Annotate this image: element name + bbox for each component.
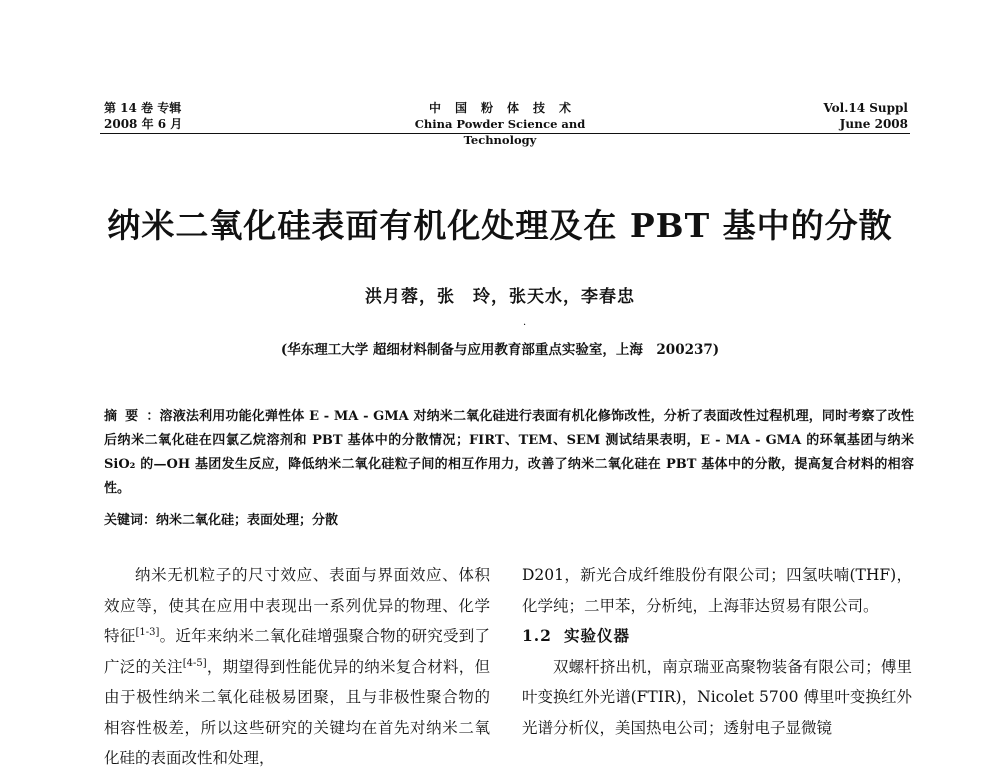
affiliation: (华东理工大学 超细材料制备与应用教育部重点实验室，上海 200237) — [280, 342, 720, 358]
paper-title: 纳米二氧化硅表面有机化处理及在 PBT 基中的分散 — [107, 206, 893, 245]
intro-text-3: ，期望得到性能优异的纳米复合材料，但由于极性纳米二氧化硅极易团聚，且与非极性聚合物的相容性极差，所以这些研究的关键均在首先对纳米二氧化硅的表面改性和处理， — [104, 657, 490, 767]
section-heading — [522, 621, 912, 652]
abstract-text: ：溶液法利用功能化弹性体 E - MA - GMA 对纳米二氧化硅进行表面有机化修饰改性，分析了表面改性过程机理，同时考察了改性后纳米二氧化硅在四氯乙烷溶剂和 PBT 基体中的分散情况；FIRT、TEM、SEM 测试结果表明，E - MA - GMA 的环氧基团与纳米 SiO₂ 的—OH 基团发生反应，降低纳米二氧化硅粒子间的相互作用力，改善了纳米二氧化硅在 PBT 基体中的分散，提高复合材料的相容性。 — [104, 409, 914, 496]
intro-text-1: 纳米无机粒子的尺寸效应、表面与界面效应、体积效应等，使其在应用中表现出一系列优异的物理、化学特征 — [104, 566, 490, 645]
affiliation-dot: · — [523, 320, 527, 331]
paragraph-intro — [104, 560, 490, 774]
section-number: 1.2 — [522, 626, 552, 645]
running-header-center — [380, 100, 620, 148]
body-column-right — [522, 560, 912, 743]
author-list: 洪月蓉，张 玲，张天水，李春忠 — [365, 287, 635, 307]
citation-ref: [1-3] — [135, 626, 160, 638]
paragraph-materials: D201，新光合成纤维股份有限公司；四氢呋喃(THF)，化学纯；二甲苯，分析纯，上海菲达贸易有限公司。 — [522, 566, 912, 615]
keywords-label: 关键词： — [104, 513, 157, 528]
journal-name-en: China Powder Science and Technology — [414, 117, 586, 147]
issue-date-cn: 2008 年 6 月 — [104, 117, 183, 131]
abstract — [104, 405, 914, 501]
running-header-left — [104, 100, 182, 132]
volume-label-en: Vol.14 Suppl — [823, 101, 908, 115]
journal-name-cn: 中国粉体技术 — [428, 101, 585, 115]
citation-ref: [4-5] — [182, 657, 207, 669]
running-header-right — [823, 100, 908, 132]
abstract-label: 摘要 — [104, 409, 147, 424]
keywords — [104, 510, 914, 532]
body-column-left — [104, 560, 490, 774]
header-rule — [100, 133, 910, 134]
intro-text-2: 。近年来纳米二氧化硅增强聚合物的研究受到了广泛的关注 — [104, 627, 490, 676]
section-title: 实验仪器 — [563, 626, 630, 645]
volume-label: 第 14 卷 专辑 — [104, 101, 182, 115]
paragraph-instruments: 双螺杆挤出机，南京瑞亚高聚物装备有限公司；傅里叶变换红外光谱(FTIR)，Nicolet 5700 傅里叶变换红外光谱分析仪，美国热电公司；透射电子显微镜 — [522, 657, 912, 737]
keywords-text: 纳米二氧化硅；表面处理；分散 — [156, 513, 339, 528]
issue-date-en: June 2008 — [839, 117, 908, 131]
